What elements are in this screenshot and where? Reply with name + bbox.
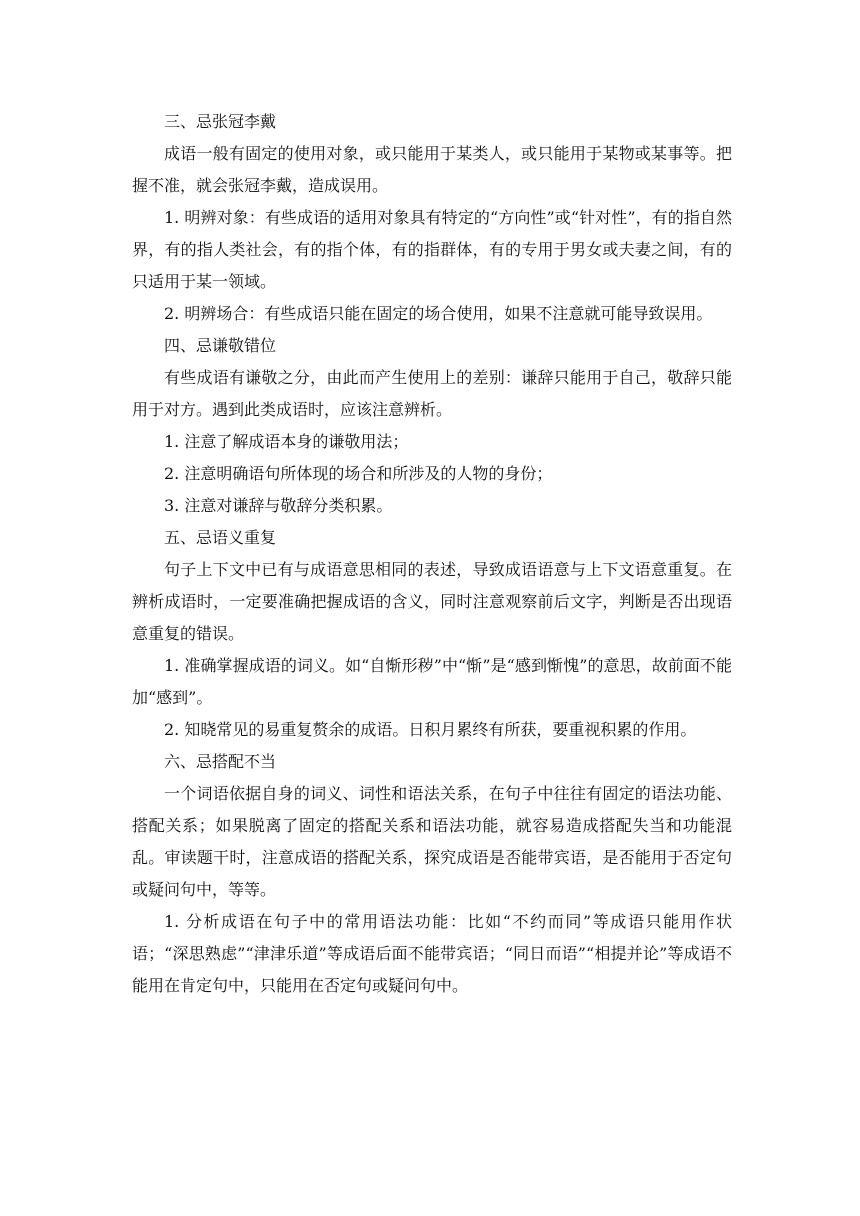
section-heading: 六、忌搭配不当 — [164, 752, 277, 771]
list-item: 3. 注意对谦辞与敬辞分类积累。 — [164, 496, 393, 515]
list-item: 2. 明辨场合：有些成语只能在固定的场合使用，如果不注意就可能导致误用。 — [164, 304, 713, 323]
paragraph: 句子上下文中已有与成语意思相同的表述，导致成语语意与上下文语意重复。在辨析成语时，一定要准确把握成语的含义，同时注意观察前后文字，判断是否出现语意重复的错误。 — [132, 560, 732, 643]
section-heading: 三、忌张冠李戴 — [164, 112, 277, 131]
section-heading: 四、忌谦敬错位 — [164, 336, 277, 355]
section-heading: 五、忌语义重复 — [164, 528, 277, 547]
paragraph: 一个词语依据自身的词义、词性和语法关系，在句子中往往有固定的语法功能、搭配关系；如果脱离了固定的搭配关系和语法功能，就容易造成搭配失当和功能混乱。审读题干时，注意成语的搭配关系，探究成语是否能带宾语，是否能用于否定句或疑问句中，等等。 — [132, 784, 732, 899]
paragraph: 成语一般有固定的使用对象，或只能用于某类人，或只能用于某物或某事等。把握不准，就会张冠李戴，造成误用。 — [132, 144, 732, 195]
paragraph: 有些成语有谦敬之分，由此而产生使用上的差别：谦辞只能用于自己，敬辞只能用于对方。遇到此类成语时，应该注意辨析。 — [132, 368, 732, 419]
list-item: 1. 明辨对象：有些成语的适用对象具有特定的“方向性”或“针对性”，有的指自然界，有的指人类社会，有的指个体，有的指群体，有的专用于男女或夫妻之间，有的只适用于某一领域。 — [132, 208, 732, 291]
list-item: 2. 注意明确语句所体现的场合和所涉及的人物的身份； — [164, 464, 553, 483]
list-item: 1. 分析成语在句子中的常用语法功能：比如“不约而同”等成语只能用作状语；“深思熟虑”“津津乐道”等成语后面不能带宾语；“同日而语”“相提并论”等成语不能用在肯定句中，只能用在否定句或疑问句中。 — [132, 912, 732, 995]
list-item: 2. 知晓常见的易重复赘余的成语。日积月累终有所获，要重视积累的作用。 — [164, 720, 697, 739]
list-item: 1. 注意了解成语本身的谦敬用法； — [164, 432, 409, 451]
list-item: 1. 准确掌握成语的词义。如“自惭形秽”中“惭”是“感到惭愧”的意思，故前面不能加“感到”。 — [132, 656, 732, 707]
document-body — [132, 106, 732, 1002]
